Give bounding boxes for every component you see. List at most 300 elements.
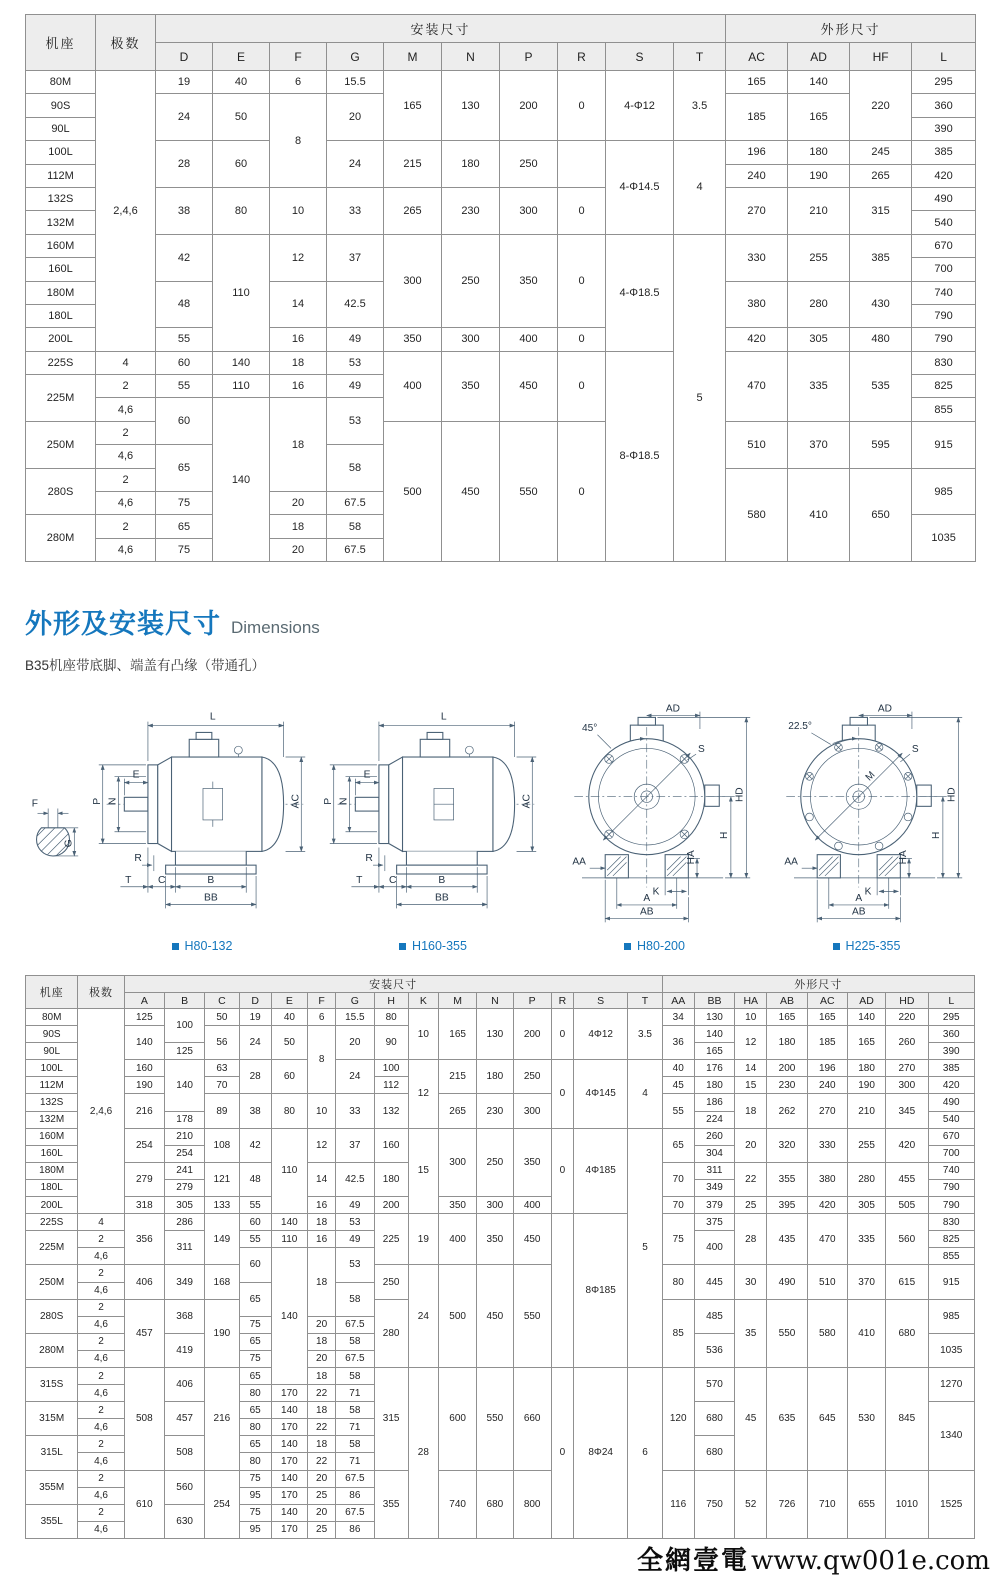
table-cell: 330 bbox=[726, 234, 788, 281]
table-cell: 457 bbox=[164, 1402, 204, 1436]
table-cell: 680 bbox=[477, 1470, 513, 1538]
header-cell: C bbox=[205, 993, 239, 1009]
table-cell: 420 bbox=[886, 1128, 928, 1162]
table-cell: 36 bbox=[662, 1026, 694, 1060]
motor-body bbox=[172, 757, 262, 851]
table-cell: 1010 bbox=[886, 1470, 928, 1538]
table-cell: 60 bbox=[156, 398, 213, 445]
table-cell: 55 bbox=[239, 1231, 271, 1248]
table-cell: 670 bbox=[912, 234, 976, 257]
diagram-caption-text: H160-355 bbox=[412, 939, 467, 953]
table-cell: 400 bbox=[384, 351, 442, 421]
table-cell: 2 bbox=[96, 375, 156, 398]
table-cell: 311 bbox=[694, 1162, 734, 1179]
table-cell: 225S bbox=[26, 1214, 78, 1231]
table-cell: 406 bbox=[124, 1265, 164, 1299]
table-cell: 19 bbox=[156, 71, 213, 94]
header-cell: R bbox=[558, 43, 606, 71]
table-cell: 132S bbox=[26, 1094, 78, 1111]
table-cell: 130 bbox=[694, 1009, 734, 1026]
table-cell: 160L bbox=[26, 1145, 78, 1162]
table-cell: 75 bbox=[239, 1350, 271, 1367]
table-cell: 305 bbox=[847, 1197, 885, 1214]
table-cell: 33 bbox=[336, 1094, 374, 1128]
table-cell: 4Φ145 bbox=[573, 1060, 627, 1128]
table-cell: 22 bbox=[735, 1162, 767, 1196]
table-cell: 220 bbox=[886, 1009, 928, 1026]
table-cell: 190 bbox=[847, 1077, 885, 1094]
table-cell: 19 bbox=[239, 1009, 271, 1026]
table-cell: 160L bbox=[26, 258, 96, 281]
table-cell: 185 bbox=[807, 1026, 847, 1060]
dim-label-bb: BB bbox=[434, 892, 449, 904]
table-cell: 580 bbox=[726, 468, 788, 562]
table-cell: 90 bbox=[374, 1026, 408, 1060]
table-cell: 170 bbox=[271, 1453, 307, 1470]
table-cell: 58 bbox=[327, 445, 384, 492]
dim-label-c: C bbox=[388, 874, 397, 886]
header-cell: G bbox=[327, 43, 384, 71]
table-cell: 40 bbox=[662, 1060, 694, 1077]
table-cell: 190 bbox=[205, 1299, 239, 1367]
table-cell: 508 bbox=[164, 1436, 204, 1470]
table-cell: 38 bbox=[156, 187, 213, 234]
table-cell: 28 bbox=[239, 1060, 271, 1094]
header-cell: F bbox=[270, 43, 327, 71]
table-cell: 355L bbox=[26, 1504, 78, 1538]
table-cell: 140 bbox=[694, 1026, 734, 1043]
table-cell: 350 bbox=[513, 1128, 551, 1196]
table-cell: 20 bbox=[308, 1470, 336, 1487]
table-cell: 595 bbox=[850, 421, 912, 468]
table-cell: 140 bbox=[271, 1470, 307, 1487]
table-cell: 254 bbox=[124, 1128, 164, 1162]
table-cell: 4,6 bbox=[78, 1521, 124, 1538]
table-cell: 2 bbox=[78, 1333, 124, 1350]
table-cell: 180M bbox=[26, 1162, 78, 1179]
header-cell: BB bbox=[694, 993, 734, 1009]
table-cell: 270 bbox=[807, 1094, 847, 1128]
table-cell: 16 bbox=[270, 375, 327, 398]
dim-label-ac: AC bbox=[290, 794, 302, 809]
table-cell: 230 bbox=[477, 1094, 513, 1128]
table-cell: 255 bbox=[788, 234, 850, 281]
dim-label-e: E bbox=[132, 769, 140, 781]
table-cell: 65 bbox=[156, 445, 213, 492]
table-cell: 53 bbox=[327, 351, 384, 374]
table-cell: 180 bbox=[767, 1026, 807, 1060]
table-cell: 110 bbox=[213, 375, 270, 398]
table-cell: 825 bbox=[912, 375, 976, 398]
table-cell: 190 bbox=[124, 1077, 164, 1094]
dim-label-a: A bbox=[855, 893, 863, 905]
table-cell: 165 bbox=[847, 1026, 885, 1060]
table-cell: 680 bbox=[694, 1436, 734, 1470]
table-cell: 240 bbox=[807, 1077, 847, 1094]
table-cell: 60 bbox=[271, 1060, 307, 1094]
dim-label-k: K bbox=[652, 886, 660, 898]
table-cell: 112M bbox=[26, 1077, 78, 1094]
table-cell: 457 bbox=[124, 1299, 164, 1367]
table-cell: 280 bbox=[374, 1299, 408, 1367]
table-row bbox=[26, 1009, 975, 1026]
table-cell: 48 bbox=[156, 281, 213, 328]
diagram-h160-355 bbox=[320, 700, 546, 953]
watermark-url: www.qw001e.com bbox=[751, 1546, 990, 1576]
table-cell: 220 bbox=[850, 71, 912, 141]
table-cell: 250 bbox=[374, 1265, 408, 1299]
table-cell: 170 bbox=[271, 1487, 307, 1504]
table-cell: 85 bbox=[662, 1299, 694, 1367]
bullet-square-icon bbox=[172, 943, 179, 950]
table-row bbox=[26, 1265, 975, 1282]
table-cell: 304 bbox=[694, 1145, 734, 1162]
table-cell: 4,6 bbox=[78, 1248, 124, 1265]
table-cell: 24 bbox=[336, 1060, 374, 1094]
table-cell: 550 bbox=[513, 1265, 551, 1368]
table-cell: 180 bbox=[788, 141, 850, 164]
table-cell: 535 bbox=[850, 351, 912, 421]
table-cell: 265 bbox=[384, 187, 442, 234]
table-cell: 356 bbox=[124, 1214, 164, 1265]
table-cell: 24 bbox=[156, 94, 213, 141]
table-cell: 10 bbox=[308, 1094, 336, 1128]
table-cell: 360 bbox=[912, 94, 976, 117]
table-cell: 86 bbox=[336, 1487, 374, 1504]
diagram-caption-text: H80-200 bbox=[637, 939, 685, 953]
table-cell: 140 bbox=[271, 1436, 307, 1453]
table-cell: 225S bbox=[26, 351, 96, 374]
table-cell: 305 bbox=[164, 1197, 204, 1214]
table-cell: 49 bbox=[327, 375, 384, 398]
header-cell: 外形尺寸 bbox=[726, 15, 976, 43]
table-cell: 25 bbox=[735, 1197, 767, 1214]
header-cell: HD bbox=[886, 993, 928, 1009]
table-cell: 5 bbox=[628, 1128, 662, 1367]
dim-label-aa: AA bbox=[784, 856, 798, 868]
table-cell: 165 bbox=[767, 1009, 807, 1026]
table-cell: 165 bbox=[384, 71, 442, 141]
table-cell: 58 bbox=[336, 1367, 374, 1384]
table-cell: 180L bbox=[26, 304, 96, 327]
header-cell: N bbox=[477, 993, 513, 1009]
table-cell: 55 bbox=[156, 375, 213, 398]
table-cell: 200 bbox=[374, 1197, 408, 1214]
header-cell: M bbox=[384, 43, 442, 71]
table-cell: 200L bbox=[26, 328, 96, 351]
header-cell: T bbox=[674, 43, 726, 71]
table-cell: 250 bbox=[477, 1128, 513, 1196]
table-cell: 315 bbox=[374, 1367, 408, 1470]
diagram-caption bbox=[763, 939, 970, 953]
table-cell: 58 bbox=[327, 515, 384, 538]
table-cell: 420 bbox=[928, 1077, 975, 1094]
table-cell: 200L bbox=[26, 1197, 78, 1214]
table-cell: 58 bbox=[336, 1436, 374, 1453]
table-cell: 49 bbox=[327, 328, 384, 351]
table-cell: 230 bbox=[767, 1077, 807, 1094]
table-cell: 89 bbox=[205, 1094, 239, 1128]
table-cell: 355M bbox=[26, 1470, 78, 1504]
table-cell: 80 bbox=[374, 1009, 408, 1026]
table-cell: 196 bbox=[807, 1060, 847, 1077]
table-cell: 985 bbox=[928, 1299, 975, 1333]
header-cell: AC bbox=[726, 43, 788, 71]
table-cell: 180M bbox=[26, 281, 96, 304]
watermark bbox=[637, 1540, 990, 1577]
section-title-en: Dimensions bbox=[231, 618, 320, 637]
section-title-zh: 外形及安装尺寸 bbox=[25, 609, 221, 639]
table-cell: 0 bbox=[558, 234, 606, 328]
dim-label-h: H bbox=[931, 831, 942, 839]
table-cell: 985 bbox=[912, 468, 976, 515]
table-cell: 550 bbox=[477, 1367, 513, 1470]
table-cell: 1035 bbox=[912, 515, 976, 562]
table-cell: 65 bbox=[156, 515, 213, 538]
table-cell: 6 bbox=[628, 1367, 662, 1538]
table-cell: 825 bbox=[928, 1231, 975, 1248]
table-cell: 58 bbox=[336, 1333, 374, 1350]
table-cell: 420 bbox=[807, 1197, 847, 1214]
table-cell: 0 bbox=[558, 187, 606, 234]
table-cell: 295 bbox=[928, 1009, 975, 1026]
table-cell: 75 bbox=[156, 538, 213, 561]
table-cell: 75 bbox=[239, 1470, 271, 1487]
table-cell: 40 bbox=[271, 1009, 307, 1026]
table-cell: 915 bbox=[912, 421, 976, 468]
table-cell: 305 bbox=[788, 328, 850, 351]
table-cell: 250 bbox=[442, 234, 500, 328]
table-cell: 0 bbox=[558, 351, 606, 421]
table-cell: 20 bbox=[308, 1350, 336, 1367]
table-cell: 71 bbox=[336, 1385, 374, 1402]
table-cell: 12 bbox=[308, 1128, 336, 1162]
table-cell: 200 bbox=[513, 1009, 551, 1060]
diagram-caption-text: H225-355 bbox=[845, 939, 901, 953]
table-cell: 3.5 bbox=[628, 1009, 662, 1060]
table-cell: 6 bbox=[270, 71, 327, 94]
table-cell: 80M bbox=[26, 71, 96, 94]
table-cell: 71 bbox=[336, 1419, 374, 1436]
table-cell: 300 bbox=[500, 187, 558, 234]
table-cell: 790 bbox=[912, 328, 976, 351]
header-cell: D bbox=[239, 993, 271, 1009]
section-subtitle: B35机座带底脚、端盖有凸缘（带通孔） bbox=[25, 658, 266, 673]
table-cell: 22 bbox=[308, 1385, 336, 1402]
table-cell: 22 bbox=[308, 1453, 336, 1470]
table-cell: 260 bbox=[886, 1026, 928, 1060]
table-cell: 400 bbox=[500, 328, 558, 351]
table-cell: 14 bbox=[735, 1060, 767, 1077]
table-cell: 48 bbox=[239, 1162, 271, 1196]
diagram-caption-text: H80-132 bbox=[184, 939, 233, 953]
table-cell: 140 bbox=[271, 1402, 307, 1419]
table-cell: 80 bbox=[662, 1265, 694, 1299]
table-cell: 180L bbox=[26, 1179, 78, 1196]
table-cell: 4,6 bbox=[78, 1385, 124, 1402]
table-cell: 279 bbox=[124, 1162, 164, 1196]
table-cell: 15.5 bbox=[327, 71, 384, 94]
table-cell: 4-Φ14.5 bbox=[606, 141, 674, 235]
header-cell: L bbox=[912, 43, 976, 71]
table-cell: 165 bbox=[438, 1009, 476, 1060]
dim-label-r: R bbox=[134, 853, 142, 865]
table-cell: 250 bbox=[500, 141, 558, 188]
table-cell: 225M bbox=[26, 1231, 78, 1265]
dim-label-e: E bbox=[363, 769, 371, 781]
table-cell: 67.5 bbox=[336, 1504, 374, 1521]
dim-label-bb: BB bbox=[203, 892, 218, 904]
dim-label-b: B bbox=[438, 874, 446, 886]
table-cell: 225 bbox=[374, 1214, 408, 1265]
table-cell: 540 bbox=[928, 1111, 975, 1128]
table-cell: 8 bbox=[308, 1026, 336, 1094]
table-cell: 56 bbox=[205, 1026, 239, 1060]
table-cell: 160 bbox=[374, 1128, 408, 1162]
header-cell: HA bbox=[735, 993, 767, 1009]
table-cell: 180 bbox=[477, 1060, 513, 1094]
table-cell: 53 bbox=[336, 1248, 374, 1282]
table-cell: 75 bbox=[239, 1316, 271, 1333]
table-cell: 18 bbox=[308, 1436, 336, 1453]
table-cell bbox=[558, 141, 606, 188]
table-cell: 740 bbox=[928, 1162, 975, 1179]
table-cell: 855 bbox=[912, 398, 976, 421]
table-cell: 360 bbox=[928, 1026, 975, 1043]
table-cell: 254 bbox=[205, 1470, 239, 1538]
b35-dimensions-table bbox=[25, 975, 975, 1539]
table-cell: 4,6 bbox=[78, 1419, 124, 1436]
dim-label-ha: HA bbox=[898, 850, 910, 865]
table-cell: 45 bbox=[735, 1367, 767, 1470]
table-cell: 570 bbox=[694, 1367, 734, 1401]
table-cell: 300 bbox=[886, 1077, 928, 1094]
table-cell: 108 bbox=[205, 1128, 239, 1162]
table-cell: 280S bbox=[26, 1299, 78, 1333]
lifting-eye bbox=[234, 746, 242, 754]
dim-label-h: H bbox=[719, 831, 730, 839]
motor-feet bbox=[175, 851, 246, 865]
table-cell: 20 bbox=[308, 1316, 336, 1333]
header-cell: 极数 bbox=[78, 976, 124, 1009]
table-cell: 3.5 bbox=[674, 71, 726, 141]
table-cell: 2 bbox=[96, 421, 156, 444]
table-cell: 280S bbox=[26, 468, 96, 515]
table-cell: 225M bbox=[26, 375, 96, 422]
table-cell: 100 bbox=[374, 1060, 408, 1077]
table-cell: 330 bbox=[807, 1128, 847, 1162]
table-cell: 279 bbox=[164, 1179, 204, 1196]
table-cell: 645 bbox=[807, 1367, 847, 1470]
table-cell: 660 bbox=[513, 1367, 551, 1470]
table-cell: 15 bbox=[408, 1128, 438, 1213]
table-cell: 18 bbox=[308, 1214, 336, 1231]
header-cell: 机座 bbox=[26, 976, 78, 1009]
table-cell: 132 bbox=[374, 1094, 408, 1128]
dim-label-s: S bbox=[911, 744, 919, 756]
table-cell: 580 bbox=[807, 1299, 847, 1367]
table-cell: 80M bbox=[26, 1009, 78, 1026]
table-cell: 430 bbox=[850, 281, 912, 328]
header-cell: L bbox=[928, 993, 975, 1009]
table-cell: 216 bbox=[124, 1094, 164, 1128]
table-cell: 300 bbox=[442, 328, 500, 351]
table-cell: 8Φ185 bbox=[573, 1214, 627, 1368]
table-cell: 4 bbox=[96, 351, 156, 374]
table-cell: 67.5 bbox=[327, 492, 384, 515]
table-cell: 10 bbox=[270, 187, 327, 234]
header-cell: H bbox=[374, 993, 408, 1009]
table-cell: 270 bbox=[886, 1060, 928, 1077]
table-cell: 615 bbox=[886, 1265, 928, 1299]
table-cell: 14 bbox=[270, 281, 327, 328]
header-cell: P bbox=[513, 993, 551, 1009]
table-row bbox=[26, 1128, 975, 1145]
table-cell: 0 bbox=[551, 1128, 573, 1213]
table-cell: 320 bbox=[767, 1128, 807, 1162]
table-cell: 196 bbox=[726, 141, 788, 164]
table-cell: 24 bbox=[408, 1265, 438, 1368]
table-cell: 65 bbox=[662, 1128, 694, 1162]
table-cell: 726 bbox=[767, 1470, 807, 1538]
bullet-square-icon bbox=[833, 943, 840, 950]
dim-label-hd: HD bbox=[734, 787, 746, 803]
table-cell: 2,4,6 bbox=[96, 71, 156, 352]
table-cell: 270 bbox=[726, 187, 788, 234]
table-cell: 830 bbox=[912, 351, 976, 374]
table-cell: 35 bbox=[735, 1299, 767, 1367]
table-cell: 12 bbox=[270, 234, 327, 281]
table-cell: 4 bbox=[674, 141, 726, 235]
table-cell: 165 bbox=[694, 1043, 734, 1060]
motor-flange bbox=[148, 765, 158, 844]
header-cell: F bbox=[308, 993, 336, 1009]
table-cell: 165 bbox=[788, 94, 850, 141]
table-cell: 2 bbox=[96, 468, 156, 491]
table-cell: 63 bbox=[205, 1060, 239, 1077]
table-cell: 311 bbox=[164, 1231, 204, 1265]
dim-label-l: L bbox=[209, 711, 216, 723]
table-cell: 540 bbox=[912, 211, 976, 234]
table-cell: 67.5 bbox=[336, 1470, 374, 1487]
table-cell: 55 bbox=[156, 328, 213, 351]
header-cell: N bbox=[442, 43, 500, 71]
table-cell: 280M bbox=[26, 515, 96, 562]
table-cell: 740 bbox=[912, 281, 976, 304]
table-cell: 350 bbox=[477, 1214, 513, 1265]
table-cell: 140 bbox=[271, 1214, 307, 1231]
table-row bbox=[26, 71, 976, 94]
table-row bbox=[26, 1367, 975, 1384]
table-cell: 300 bbox=[384, 234, 442, 328]
table-cell: 60 bbox=[156, 351, 213, 374]
table-cell: 58 bbox=[336, 1282, 374, 1316]
table-cell: 28 bbox=[735, 1214, 767, 1265]
table-cell: 49 bbox=[336, 1231, 374, 1248]
dim-label-angle: 45° bbox=[582, 722, 598, 734]
dim-label-t: T bbox=[356, 874, 363, 886]
table-cell: 160M bbox=[26, 234, 96, 257]
diagram-caption bbox=[551, 939, 758, 953]
table-cell: 419 bbox=[164, 1333, 204, 1367]
header-cell: S bbox=[573, 993, 627, 1009]
table-cell: 53 bbox=[336, 1214, 374, 1231]
table-cell: 215 bbox=[384, 141, 442, 188]
table-cell: 18 bbox=[308, 1402, 336, 1419]
table-cell: 28 bbox=[156, 141, 213, 188]
table-cell: 390 bbox=[928, 1043, 975, 1060]
table-cell: 125 bbox=[164, 1043, 204, 1060]
